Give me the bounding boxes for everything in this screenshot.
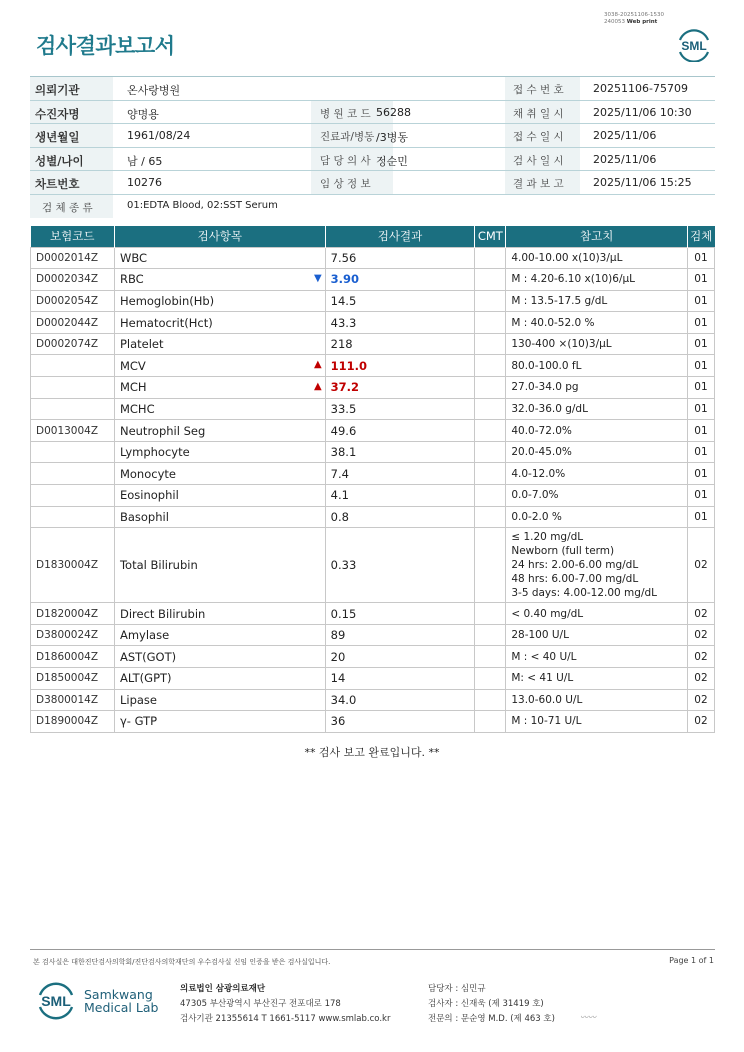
test-result: 3.90 — [325, 269, 475, 291]
test-result: 4.1 — [325, 485, 475, 507]
test-reference: M : 40.0-52.0 % — [506, 312, 688, 334]
test-result: 7.56 — [325, 247, 475, 269]
test-specimen: 02 — [687, 711, 714, 733]
test-code: D1850004Z — [31, 668, 115, 690]
test-specimen: 02 — [687, 528, 714, 603]
print-code: 3038-20251106-1530 240053 Web print — [604, 12, 664, 25]
test-item: Basophil — [114, 506, 325, 528]
reported-time: 2025/11/06 15:25 — [593, 176, 692, 189]
table-row — [31, 247, 715, 269]
test-specimen: 01 — [687, 269, 714, 291]
test-result: 111.0 — [325, 355, 475, 377]
sml-logo — [676, 26, 712, 62]
footer-divider — [30, 949, 715, 950]
test-reference: 4.00-10.00 x(10)3/μL — [506, 247, 688, 269]
tested-date: 2025/11/06 — [593, 152, 657, 166]
test-result: 14.5 — [325, 290, 475, 312]
test-code: D1820004Z — [31, 603, 115, 625]
test-specimen: 01 — [687, 312, 714, 334]
test-cmt — [475, 485, 506, 507]
reg-no: 20251106-75709 — [593, 82, 688, 95]
table-row — [31, 463, 715, 485]
test-cmt — [475, 603, 506, 625]
sex-age: 남 / 65 — [127, 154, 163, 168]
table-row — [31, 668, 715, 690]
test-reference: < 0.40 mg/dL — [506, 603, 688, 625]
patient-info — [30, 76, 715, 218]
test-reference: 4.0-12.0% — [506, 463, 688, 485]
test-code — [31, 377, 115, 399]
test-cmt — [475, 312, 506, 334]
test-item: Platelet — [114, 333, 325, 355]
test-cmt — [475, 247, 506, 269]
table-row — [31, 485, 715, 507]
test-item: Amylase — [114, 624, 325, 646]
chart-no: 10276 — [127, 176, 162, 189]
report-title: 검사결과보고서 — [36, 34, 175, 58]
test-code: D1830004Z — [31, 528, 115, 603]
results-table — [30, 226, 715, 733]
test-result: 7.4 — [325, 463, 475, 485]
table-row — [31, 398, 715, 420]
test-reference: M : 13.5-17.5 g/dL — [506, 290, 688, 312]
test-reference: M: < 41 U/L — [506, 668, 688, 690]
test-reference: 20.0-45.0% — [506, 441, 688, 463]
test-result: 37.2 — [325, 377, 475, 399]
test-specimen: 01 — [687, 290, 714, 312]
test-specimen: 02 — [687, 624, 714, 646]
org-info: 의료법인 삼광의료재단 47305 부산광역시 부산진구 전포대로 178 검사기관 21355614 T 1661-5117 www.smlab.co.kr — [180, 984, 391, 1024]
test-specimen: 01 — [687, 247, 714, 269]
up-triangle-icon: ▲ — [313, 381, 322, 393]
test-specimen: 01 — [687, 420, 714, 442]
table-row — [31, 312, 715, 334]
test-code: D0002014Z — [31, 247, 115, 269]
col-spec: 검체 — [687, 226, 714, 247]
page-number: Page 1 of 1 — [669, 956, 714, 965]
test-specimen: 01 — [687, 463, 714, 485]
received-date: 2025/11/06 — [593, 129, 657, 142]
test-reference: 40.0-72.0% — [506, 420, 688, 442]
test-cmt — [475, 441, 506, 463]
test-code: D1890004Z — [31, 711, 115, 733]
test-result: 0.15 — [325, 603, 475, 625]
test-item: RBC ▼ — [114, 269, 325, 291]
col-cmt: CMT — [475, 226, 506, 247]
svg-text:SML: SML — [41, 993, 71, 1009]
test-result: 36 — [325, 711, 475, 733]
staff-info: 담당자 : 심민규 검사자 : 신재욱 (제 31419 호) 전문의 : 문순영 M.D. (제 463 호) — [428, 984, 555, 1024]
test-item: Monocyte — [114, 463, 325, 485]
test-cmt — [475, 711, 506, 733]
test-cmt — [475, 624, 506, 646]
sml-logo-footer — [36, 980, 76, 1020]
test-reference: M : 10-71 U/L — [506, 711, 688, 733]
table-row — [31, 689, 715, 711]
test-item: Lipase — [114, 689, 325, 711]
table-row — [31, 506, 715, 528]
test-item: Total Bilirubin — [114, 528, 325, 603]
test-item: Eosinophil — [114, 485, 325, 507]
test-reference: ≤ 1.20 mg/dL Newborn (full term) 24 hrs: 2.00-6.00 mg/dL 48 hrs: 6.00-7.00 mg/dL 3-5 days: 4.00-12.00 mg/dL — [506, 528, 688, 603]
test-code — [31, 463, 115, 485]
test-code: D0002034Z — [31, 269, 115, 291]
test-result: 33.5 — [325, 398, 475, 420]
test-item: ALT(GPT) — [114, 668, 325, 690]
dept: /3병동 — [376, 131, 408, 144]
patient-name: 양명용 — [127, 107, 159, 121]
test-specimen: 02 — [687, 603, 714, 625]
test-item: MCH ▲ — [114, 377, 325, 399]
test-cmt — [475, 355, 506, 377]
test-item: γ- GTP — [114, 711, 325, 733]
table-row — [31, 290, 715, 312]
test-item: Hematocrit(Hct) — [114, 312, 325, 334]
test-specimen: 01 — [687, 485, 714, 507]
brand-name: Samkwang Medical Lab — [84, 987, 159, 1015]
up-triangle-icon: ▲ — [313, 359, 322, 371]
footer-note: 본 검사실은 대한진단검사의학회/진단검사의학재단의 우수검사실 신임 인증을 받은 검사실입니다. — [33, 958, 331, 966]
info-row: 수진자명 양명용 병 원 코 드 56288 채 취 일 시 2025/11/06 10:30 — [30, 101, 715, 125]
test-code: D0002054Z — [31, 290, 115, 312]
info-row: 생년월일 1961/08/24 진료과/병동 /3병동 접 수 일 시 2025/11/06 — [30, 124, 715, 148]
table-row — [31, 528, 715, 603]
table-row — [31, 441, 715, 463]
test-specimen: 01 — [687, 506, 714, 528]
test-reference: M : 4.20-6.10 x(10)6/μL — [506, 269, 688, 291]
test-reference: 28-100 U/L — [506, 624, 688, 646]
test-specimen: 02 — [687, 668, 714, 690]
test-item: MCV ▲ — [114, 355, 325, 377]
signature: 〰〰 — [580, 1013, 596, 1022]
table-row — [31, 333, 715, 355]
doctor: 정순민 — [376, 154, 408, 168]
col-result: 검사결과 — [325, 226, 475, 247]
test-result: 20 — [325, 646, 475, 668]
info-row: 의뢰기관 온사랑병원 접 수 번 호 20251106-75709 — [30, 77, 715, 101]
test-item: Neutrophil Seg — [114, 420, 325, 442]
collected-time: 2025/11/06 10:30 — [593, 105, 692, 119]
test-cmt — [475, 398, 506, 420]
test-code: D3800014Z — [31, 689, 115, 711]
test-code — [31, 441, 115, 463]
test-item: Lymphocyte — [114, 441, 325, 463]
col-ref: 참고치 — [506, 226, 688, 247]
test-code: D0013004Z — [31, 420, 115, 442]
test-cmt — [475, 528, 506, 603]
table-row — [31, 711, 715, 733]
test-result: 14 — [325, 668, 475, 690]
test-item: Hemoglobin(Hb) — [114, 290, 325, 312]
test-cmt — [475, 463, 506, 485]
test-result: 0.8 — [325, 506, 475, 528]
test-reference: 13.0-60.0 U/L — [506, 689, 688, 711]
test-cmt — [475, 290, 506, 312]
table-row — [31, 624, 715, 646]
test-specimen: 01 — [687, 398, 714, 420]
test-item: Direct Bilirubin — [114, 603, 325, 625]
table-row — [31, 269, 715, 291]
test-reference: 0.0-2.0 % — [506, 506, 688, 528]
test-code: D1860004Z — [31, 646, 115, 668]
test-result: 38.1 — [325, 441, 475, 463]
test-code: D0002044Z — [31, 312, 115, 334]
test-code: D3800024Z — [31, 624, 115, 646]
info-row: 차트번호 10276 임 상 정 보 결 과 보 고 2025/11/06 15:25 — [30, 171, 715, 195]
test-code — [31, 485, 115, 507]
down-triangle-icon: ▼ — [313, 273, 322, 285]
test-cmt — [475, 689, 506, 711]
test-cmt — [475, 269, 506, 291]
test-reference: M : < 40 U/L — [506, 646, 688, 668]
table-row — [31, 603, 715, 625]
test-item: AST(GOT) — [114, 646, 325, 668]
test-reference: 32.0-36.0 g/dL — [506, 398, 688, 420]
table-header — [31, 226, 715, 247]
test-code — [31, 506, 115, 528]
table-row — [31, 420, 715, 442]
test-cmt — [475, 377, 506, 399]
col-item: 검사항목 — [114, 226, 325, 247]
test-specimen: 02 — [687, 646, 714, 668]
test-result: 43.3 — [325, 312, 475, 334]
report-complete-message: ** 검사 보고 완료입니다. ** — [304, 746, 440, 759]
test-cmt — [475, 420, 506, 442]
dob: 1961/08/24 — [127, 129, 191, 142]
table-row — [31, 355, 715, 377]
test-reference: 80.0-100.0 fL — [506, 355, 688, 377]
svg-text:SML: SML — [681, 39, 707, 53]
test-specimen: 01 — [687, 441, 714, 463]
table-row — [31, 377, 715, 399]
test-specimen: 02 — [687, 689, 714, 711]
test-result: 218 — [325, 333, 475, 355]
specimen-type: 01:EDTA Blood, 02:SST Serum — [127, 199, 278, 211]
test-item: MCHC — [114, 398, 325, 420]
test-code — [31, 355, 115, 377]
test-code — [31, 398, 115, 420]
table-row — [31, 646, 715, 668]
test-result: 0.33 — [325, 528, 475, 603]
test-reference: 130-400 ×(10)3/μL — [506, 333, 688, 355]
info-row: 성별/나이 남 / 65 담 당 의 사 정순민 검 사 일 시 2025/11/06 — [30, 148, 715, 172]
test-cmt — [475, 506, 506, 528]
col-code: 보험코드 — [31, 226, 115, 247]
test-specimen: 01 — [687, 333, 714, 355]
test-item: WBC — [114, 247, 325, 269]
test-specimen: 01 — [687, 377, 714, 399]
test-cmt — [475, 333, 506, 355]
test-specimen: 01 — [687, 355, 714, 377]
test-cmt — [475, 668, 506, 690]
test-reference: 0.0-7.0% — [506, 485, 688, 507]
request-org: 온사랑병원 — [127, 84, 181, 97]
test-cmt — [475, 646, 506, 668]
test-code: D0002074Z — [31, 333, 115, 355]
hospital-code: 56288 — [376, 105, 411, 119]
test-reference: 27.0-34.0 pg — [506, 377, 688, 399]
test-result: 34.0 — [325, 689, 475, 711]
test-result: 89 — [325, 624, 475, 646]
info-row: 검 체 종 류 01:EDTA Blood, 02:SST Serum — [30, 195, 715, 219]
test-result: 49.6 — [325, 420, 475, 442]
